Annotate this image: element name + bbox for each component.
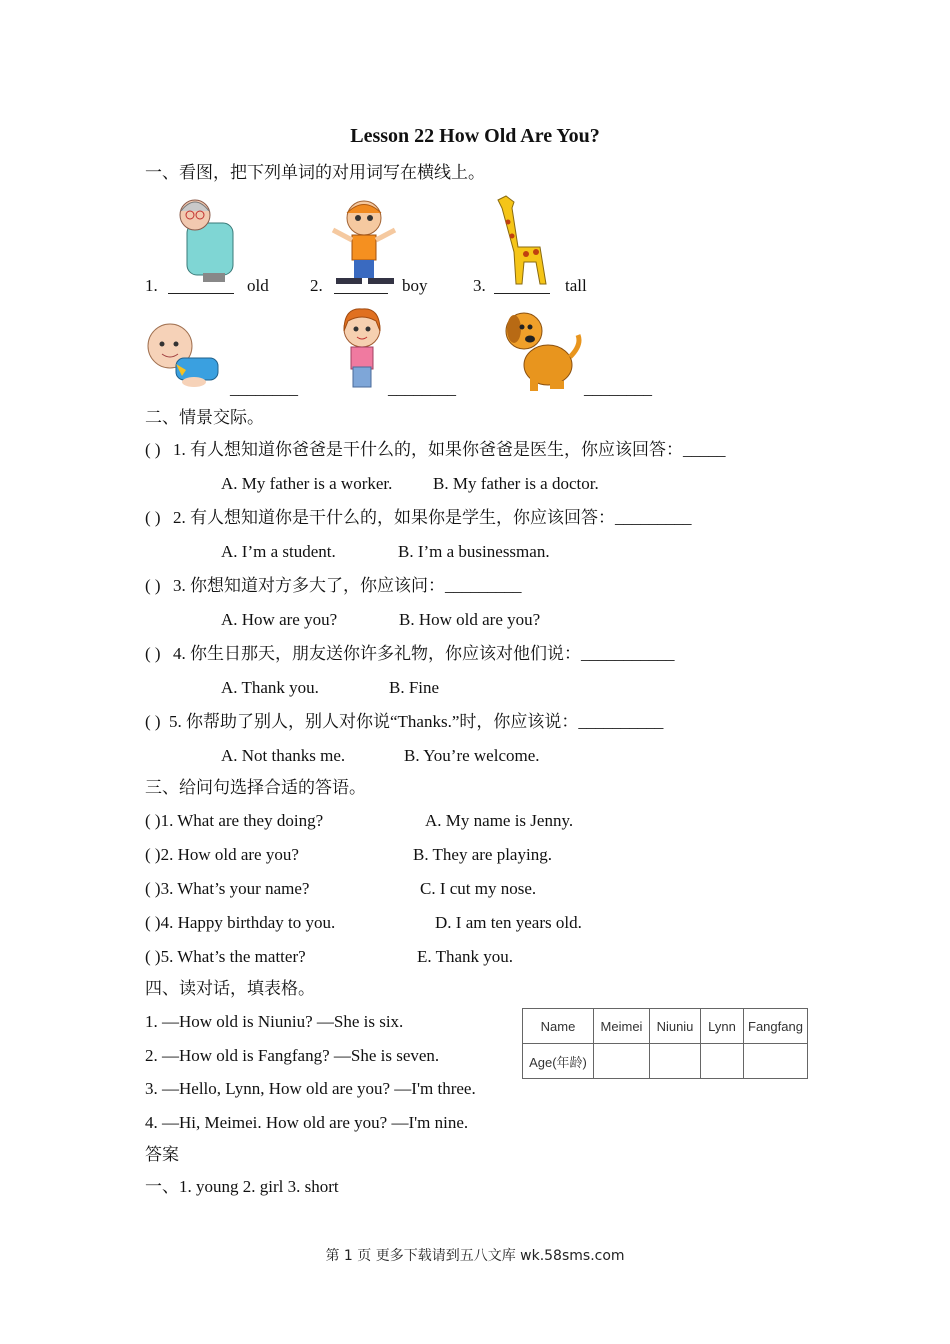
grandpa-figure (165, 193, 245, 288)
s3-answer-b: B. They are playing. (413, 845, 552, 864)
s1-word-2: boy (402, 276, 428, 295)
s2-question-1: 1. 有人想知道你爸爸是干什么的，如果你爸爸是医生，你应该回答：_____ (173, 440, 726, 459)
s1-num-2: 2. (310, 276, 323, 295)
giraffe-figure (488, 192, 558, 289)
s3-question-3: ( )3. What’s your name? (145, 879, 310, 898)
s3-answer-c: C. I cut my nose. (420, 879, 537, 898)
girl-figure (336, 307, 388, 392)
s3-question-2: ( )2. How old are you? (145, 845, 299, 864)
s1-word-3: tall (565, 276, 587, 295)
answers-line-1: 一、1. young 2. girl 3. short (145, 1177, 339, 1196)
age-table (522, 1008, 808, 1079)
s2-option-a-4: A. Thank you. (221, 678, 319, 697)
s2-option-b-5: B. You’re welcome. (404, 746, 540, 765)
table-cell-lynn-age[interactable] (701, 1044, 744, 1079)
s3-question-1: ( )1. What are they doing? (145, 811, 324, 830)
answer-blank (494, 277, 550, 294)
section2-heading: 二、情景交际。 (145, 408, 264, 427)
page-footer: 第 1 页 更多下载请到五八文库 wk.58sms.com (325, 1248, 625, 1264)
s1-word-1: old (247, 276, 269, 295)
s2-paren-3: ( ) (145, 576, 161, 595)
s2-option-a-2: A. I’m a student. (221, 542, 336, 561)
s3-answer-a: A. My name is Jenny. (425, 811, 574, 830)
s3-question-4: ( )4. Happy birthday to you. (145, 913, 336, 932)
answers-heading: 答案 (145, 1145, 179, 1164)
s4-dialogue-3: 3. —Hello, Lynn, How old are you? —I'm three. (145, 1079, 476, 1098)
baby-figure (142, 320, 227, 392)
table-header-lynn: Lynn (701, 1009, 744, 1044)
s1-blank-6: ________ (584, 379, 652, 398)
s2-paren-2: ( ) (145, 508, 161, 527)
section3-heading: 三、给问句选择合适的答语。 (145, 778, 366, 797)
s2-option-b-2: B. I’m a businessman. (398, 542, 550, 561)
s2-option-b-3: B. How old are you? (399, 610, 541, 629)
table-cell-niuniu-age[interactable] (650, 1044, 701, 1079)
s2-question-5: 5. 你帮助了别人，别人对你说“Thanks.”时，你应该说：__________ (169, 712, 664, 731)
s2-question-2: 2. 有人想知道你是干什么的，如果你是学生，你应该回答：_________ (173, 508, 692, 527)
s3-answer-d: D. I am ten years old. (435, 913, 582, 932)
s2-question-4: 4. 你生日那天，朋友送你许多礼物，你应该对他们说：___________ (173, 644, 675, 663)
table-header-meimei: Meimei (594, 1009, 650, 1044)
s1-num-3: 3. (473, 276, 486, 295)
s2-paren-1: ( ) (145, 440, 161, 459)
s1-num-1: 1. (145, 276, 158, 295)
table-cell-fangfang-age[interactable] (744, 1044, 808, 1079)
table-row (523, 1009, 808, 1044)
table-header-name: Name (523, 1009, 594, 1044)
s4-dialogue-4: 4. —Hi, Meimei. How old are you? —I'm nine. (145, 1113, 469, 1132)
table-header-niuniu: Niuniu (650, 1009, 701, 1044)
table-header-fangfang: Fangfang (744, 1009, 808, 1044)
dog-figure (500, 305, 582, 393)
s2-option-a-1: A. My father is a worker. (221, 474, 393, 493)
s4-dialogue-1: 1. —How old is Niuniu? —She is six. (145, 1012, 404, 1031)
table-cell-meimei-age[interactable] (594, 1044, 650, 1079)
s3-question-5: ( )5. What’s the matter? (145, 947, 306, 966)
answer-blank (168, 277, 234, 294)
s2-option-b-1: B. My father is a doctor. (433, 474, 599, 493)
table-row-label-age: Age(年龄) (523, 1044, 594, 1079)
s2-option-b-4: B. Fine (389, 678, 440, 697)
s2-question-3: 3. 你想知道对方多大了，你应该问：_________ (173, 576, 522, 595)
section1-heading: 一、看图，把下列单词的对用词写在横线上。 (145, 163, 485, 182)
s4-dialogue-2: 2. —How old is Fangfang? —She is seven. (145, 1046, 440, 1065)
table-row (523, 1044, 808, 1079)
s2-paren-4: ( ) (145, 644, 161, 663)
s3-answer-e: E. Thank you. (417, 947, 514, 966)
s2-option-a-5: A. Not thanks me. (221, 746, 346, 765)
s1-blank-4: ________ (230, 379, 298, 398)
answer-blank (334, 277, 388, 294)
boy-figure (328, 198, 400, 288)
s2-option-a-3: A. How are you? (221, 610, 338, 629)
s1-blank-5: ________ (388, 379, 456, 398)
page-title: Lesson 22 How Old Are You? (350, 125, 600, 147)
s2-paren-5: ( ) (145, 712, 161, 731)
section4-heading: 四、读对话，填表格。 (145, 979, 315, 998)
